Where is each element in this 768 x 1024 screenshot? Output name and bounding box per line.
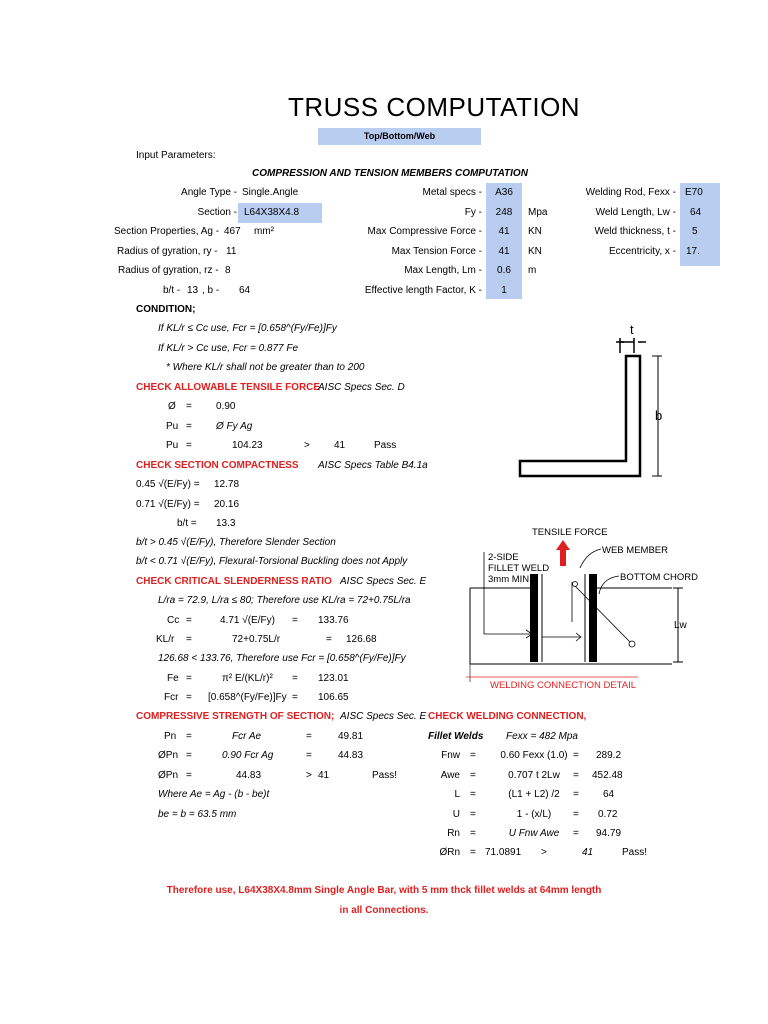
weld-u-val: 0.72 <box>598 809 618 820</box>
slender-line: L/ra = 72.9, L/ra ≤ 80; Therefore use KL/ra = 72+0.75L/ra <box>158 595 411 606</box>
slender-fe-sym: Fe <box>167 673 179 684</box>
weld-detail-figure <box>462 522 702 694</box>
pc-label: Max Compressive Force - <box>367 226 482 237</box>
tensile-pu-sym: Pu <box>166 421 179 432</box>
tensile-phi-sym: Ø <box>168 401 176 412</box>
condition-line-3: * Where KL/r shall not be greater than to 200 <box>166 362 365 373</box>
slender-fcr-sym: Fcr <box>164 692 179 703</box>
slender-heading: CHECK CRITICAL SLENDERNESS RATIO <box>136 576 332 587</box>
compress-be-line: be = b = 63.5 mm <box>158 809 237 820</box>
weld-fnw-eq: = <box>470 750 476 761</box>
compact-note-2: b/t < 0.71 √(E/Fy), Flexural-Torsional Buckling does not Apply <box>136 556 408 567</box>
weld-fillet-label: Fillet Welds <box>428 731 484 742</box>
x-value: 17. <box>686 246 700 257</box>
conclusion-line-1: Therefore use, L64X38X4.8mm Single Angle Bar, with 5 mm thck fillet welds at 64mm length <box>166 885 602 896</box>
slender-fcr-eq: = <box>186 692 192 703</box>
tensile-pu-eq-2: = <box>186 440 192 451</box>
tensile-ref: AISC Specs Sec. D <box>318 382 405 393</box>
compact-label-3: b/t = <box>177 518 197 529</box>
compress-result: Pass! <box>372 770 398 781</box>
slender-fe-formula: π² E/(KL/r)² <box>222 673 273 684</box>
compress-pn-sym: Pn <box>164 731 177 742</box>
weld-fnw-formula: 0.60 Fexx (1.0) <box>500 750 568 761</box>
weld-gt: > <box>541 847 547 858</box>
weld-fnw-val: 289.2 <box>596 750 622 761</box>
weld-l-eq-2: = <box>573 789 579 800</box>
compact-ref: AISC Specs Table B4.1a <box>318 460 428 471</box>
weld-rn-formula: U Fnw Awe <box>508 828 560 839</box>
pc-value: 41 <box>498 226 510 237</box>
weld-fig-lw: Lw <box>674 620 687 631</box>
k-value: 1 <box>501 285 507 296</box>
k-label: Effective length Factor, K - <box>364 285 482 296</box>
ag-label: Section Properties, Ag - <box>114 226 220 237</box>
weld-fig-fillet-3: 3mm MIN <box>488 574 530 585</box>
b-value: 64 <box>239 285 251 296</box>
lw-value: 64 <box>690 207 702 218</box>
compress-ppn-formula: 0.90 Fcr Ag <box>222 750 274 761</box>
angle-type-value: Single.Angle <box>242 187 299 198</box>
input-parameters-label: Input Parameters: <box>136 150 216 161</box>
t-value: 5 <box>692 226 698 237</box>
tensile-pu-eq: = <box>186 421 192 432</box>
weld-result: Pass! <box>622 847 648 858</box>
weld-l-val: 64 <box>603 789 615 800</box>
condition-line-2: If KL/r > Cc use, Fcr = 0.877 Fe <box>158 343 299 354</box>
fy-unit: Mpa <box>528 207 548 218</box>
slender-kl-eq-2: = <box>326 634 332 645</box>
weld-fnw-eq-2: = <box>573 750 579 761</box>
pc-unit: KN <box>528 226 542 237</box>
condition-heading: CONDITION; <box>136 304 196 315</box>
compact-heading: CHECK SECTION COMPACTNESS <box>136 460 299 471</box>
section-label: Section - <box>197 207 237 218</box>
weld-l-formula: (L1 + L2) /2 <box>508 789 560 800</box>
member-type-banner: Top/Bottom/Web <box>318 128 481 145</box>
compress-ppn2-val: 44.83 <box>236 770 262 781</box>
compress-ppn-eq-3: = <box>186 770 192 781</box>
bt-label: b/t - <box>163 285 181 296</box>
rz-value: 8 <box>225 265 231 276</box>
ag-unit: mm² <box>254 226 274 237</box>
compress-ppn-eq: = <box>186 750 192 761</box>
lm-value: 0.6 <box>497 265 511 276</box>
compress-heading: COMPRESSIVE STRENGTH OF SECTION; <box>136 711 335 722</box>
weld-l-eq: = <box>470 789 476 800</box>
tensile-heading: CHECK ALLOWABLE TENSILE FORCE <box>136 382 321 393</box>
tensile-cmp: 41 <box>334 440 346 451</box>
weld-fig-fillet-2: FILLET WELD <box>488 563 550 574</box>
weld-cmp: 41 <box>582 847 594 858</box>
angle-type-label: Angle Type - <box>181 187 237 198</box>
slender-fe-val: 123.01 <box>318 673 349 684</box>
angle-b-label: b <box>655 408 662 423</box>
slender-cc-val: 133.76 <box>318 615 349 626</box>
weld-fig-web: WEB MEMBER <box>602 545 668 556</box>
slender-ref: AISC Specs Sec. E <box>340 576 427 587</box>
ry-value: 11 <box>226 246 237 257</box>
metal-value: A36 <box>495 187 513 198</box>
tensile-phi-eq: = <box>186 401 192 412</box>
compress-cmp: 41 <box>318 770 330 781</box>
conclusion-line-2: in all Connections. <box>339 905 429 916</box>
slender-fe-eq: = <box>186 673 192 684</box>
rod-value: E70 <box>685 187 703 198</box>
slender-cc-eq: = <box>186 615 192 626</box>
weld-awe-sym: Awe <box>440 770 460 781</box>
weld-awe-formula: 0.707 t 2Lw <box>508 770 560 781</box>
tensile-arrow-icon <box>556 540 570 566</box>
compress-ppn-sym-2: ØPn <box>158 770 179 781</box>
section-value: L64X38X4.8 <box>238 203 322 223</box>
compact-val-2: 20.16 <box>214 499 240 510</box>
tensile-phi-val: 0.90 <box>216 401 236 412</box>
weld-u-eq-2: = <box>573 809 579 820</box>
slender-cc-eq-2: = <box>292 615 298 626</box>
t-label: Weld thickness, t - <box>594 226 676 237</box>
weld-u-formula: 1 - (x/L) <box>516 809 552 820</box>
weld-prn-sym: ØRn <box>439 847 460 858</box>
pt-value: 41 <box>498 246 510 257</box>
weld-l-sym: L <box>454 789 460 800</box>
lm-label: Max Length, Lm - <box>404 265 482 276</box>
weld-fexx: Fexx = 482 Mpa <box>506 731 578 742</box>
compact-val-1: 12.78 <box>214 479 240 490</box>
ag-value: 467 <box>224 226 241 237</box>
bt-value: 13 <box>187 285 199 296</box>
compress-pn-eq: = <box>186 731 192 742</box>
weld-u-sym: U <box>452 809 460 820</box>
weld-fig-chord: BOTTOM CHORD <box>620 572 698 583</box>
rod-label: Welding Rod, Fexx - <box>585 187 676 198</box>
tensile-pu-val: 104.23 <box>232 440 263 451</box>
compress-pn-formula: Fcr Ae <box>232 731 262 742</box>
fy-label: Fy - <box>464 207 482 218</box>
compact-note-1: b/t > 0.45 √(E/Fy), Therefore Slender Section <box>136 537 336 548</box>
rz-label: Radius of gyration, rz - <box>118 265 219 276</box>
slender-kl-val: 126.68 <box>346 634 377 645</box>
compress-pn-val: 49.81 <box>338 731 364 742</box>
tensile-gt: > <box>304 440 310 451</box>
tensile-pu-sym-2: Pu <box>166 440 179 451</box>
compress-gt: > <box>306 770 312 781</box>
weld-awe-val: 452.48 <box>592 770 623 781</box>
weld-fig-fillet-1: 2-SIDE <box>488 552 519 563</box>
slender-cc-sym: Cc <box>167 615 180 626</box>
angle-section-outline <box>520 356 640 476</box>
slender-kl-sym: KL/r <box>156 634 175 645</box>
tensile-result: Pass <box>374 440 397 451</box>
compress-ppn-eq-2: = <box>306 750 312 761</box>
compress-pn-eq-2: = <box>306 731 312 742</box>
compact-label-1: 0.45 √(E/Fy) = <box>136 479 200 490</box>
x-label: Eccentricity, x - <box>608 246 676 257</box>
condition-line-1: If KL/r ≤ Cc use, Fcr = [0.658^(Fy/Fe)]Fy <box>158 323 337 334</box>
compress-ae-line: Where Ae = Ag - (b - be)t <box>158 789 270 800</box>
weld-awe-eq: = <box>470 770 476 781</box>
lw-label: Weld Length, Lw - <box>595 207 676 218</box>
weld-heading: CHECK WELDING CONNECTION, <box>428 711 587 722</box>
weld-prn-val: 71.0891 <box>485 847 522 858</box>
weld-fig-caption: WELDING CONNECTION DETAIL <box>490 680 637 691</box>
pt-label: Max Tension Force - <box>391 246 482 257</box>
angle-t-label: t <box>630 322 634 337</box>
slender-fe-eq-2: = <box>292 673 298 684</box>
slender-fcr-eq-2: = <box>292 692 298 703</box>
weld-awe-eq-2: = <box>573 770 579 781</box>
fy-value: 248 <box>495 207 513 218</box>
weld-fig-tensile: TENSILE FORCE <box>532 527 608 538</box>
slender-conclusion: 126.68 < 133.76, Therefore use Fcr = [0.658^(Fy/Fe)]Fy <box>158 653 406 664</box>
weld-rn-sym: Rn <box>447 828 460 839</box>
section-heading: COMPRESSION AND TENSION MEMBERS COMPUTATION <box>252 168 528 179</box>
slender-fcr-formula: [0.658^(Fy/Fe)]Fy <box>208 692 287 703</box>
lm-unit: m <box>528 265 537 276</box>
angle-section-figure <box>512 318 662 488</box>
weld-u-eq: = <box>470 809 476 820</box>
slender-kl-formula: 72+0.75L/r <box>232 634 281 645</box>
ry-label: Radius of gyration, ry - <box>117 246 218 257</box>
compact-val-3: 13.3 <box>216 518 236 529</box>
compress-ppn-sym: ØPn <box>158 750 179 761</box>
page-title: TRUSS COMPUTATION <box>288 92 581 122</box>
tensile-pu-formula: Ø Fy Ag <box>216 421 253 432</box>
compress-ref: AISC Specs Sec. E <box>340 711 427 722</box>
slender-fcr-val: 106.65 <box>318 692 349 703</box>
weld-rn-val: 94.79 <box>596 828 622 839</box>
compress-ppn-val: 44.83 <box>338 750 364 761</box>
weld-rn-eq: = <box>470 828 476 839</box>
weld-prn-eq: = <box>470 847 476 858</box>
b-label: , b - <box>202 285 220 296</box>
compact-label-2: 0.71 √(E/Fy) = <box>136 499 200 510</box>
params-middle-highlight <box>486 183 522 299</box>
pt-unit: KN <box>528 246 542 257</box>
weld-fnw-sym: Fnw <box>441 750 460 761</box>
metal-label: Metal specs - <box>422 187 482 198</box>
slender-kl-eq: = <box>186 634 192 645</box>
slender-cc-formula: 4.71 √(E/Fy) <box>220 615 275 626</box>
weld-rn-eq-2: = <box>573 828 579 839</box>
